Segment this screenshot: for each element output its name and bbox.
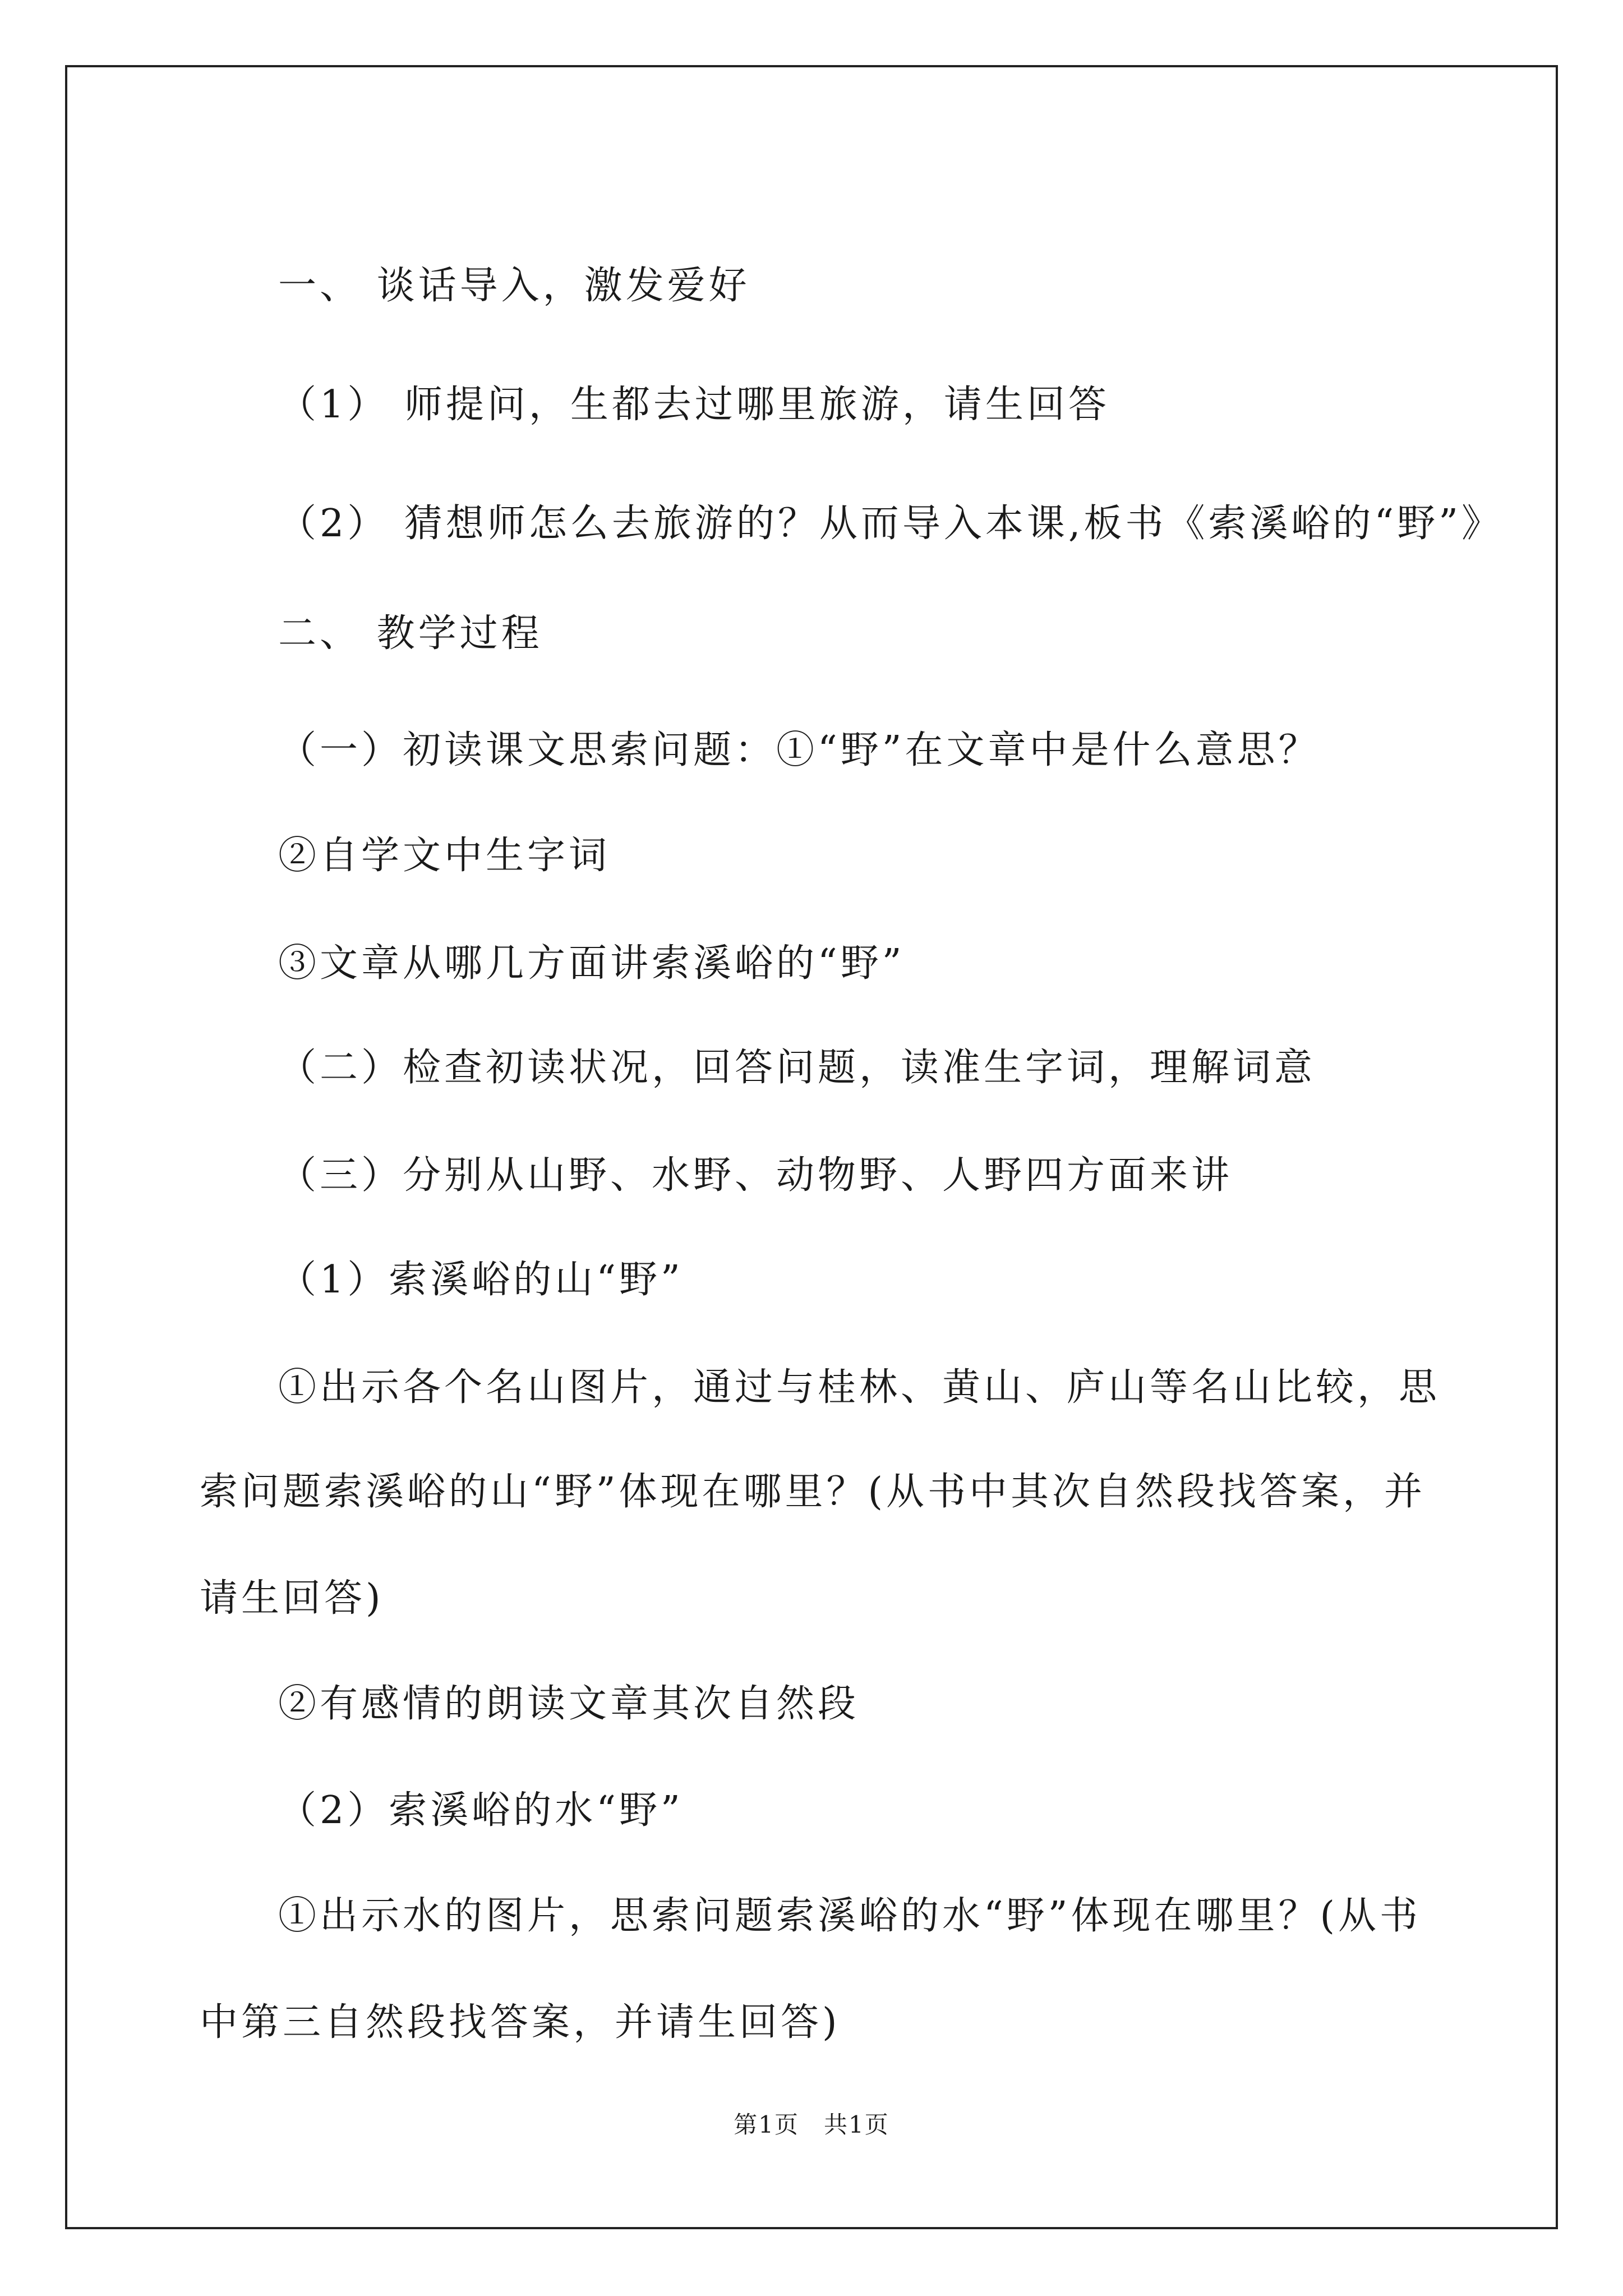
- page-frame: [65, 65, 1558, 2229]
- paragraph-line: （三）分别从山野、水野、动物野、人野四方面来讲: [278, 1153, 1233, 1198]
- paragraph-line: 请生回答): [200, 1576, 384, 1621]
- paragraph-line: （2） 猜想师怎么去旅游的？从而导入本课,板书《索溪峪的“野”》: [278, 501, 1504, 546]
- paragraph-line: ①出示各个名山图片，通过与桂林、黄山、庐山等名山比较，思: [278, 1365, 1441, 1410]
- paragraph-line: （2）索溪峪的水“野”: [278, 1788, 684, 1833]
- paragraph-line: （二）检查初读状况，回答问题，读准生字词，理解词意: [278, 1046, 1316, 1090]
- heading-process: 二、 教学过程: [278, 611, 543, 656]
- paragraph-line: 索问题索溪峪的山“野”体现在哪里？(从书中其次自然段找答案，并: [200, 1470, 1426, 1514]
- paragraph-line: ②有感情的朗读文章其次自然段: [278, 1682, 860, 1726]
- paragraph-line: ①出示水的图片，思索问题索溪峪的水“野”体现在哪里？(从书: [278, 1894, 1422, 1938]
- paragraph-line: 中第三自然段找答案，并请生回答): [200, 2000, 841, 2045]
- paragraph-line: ②自学文中生字词: [278, 834, 611, 878]
- heading-intro: 一、 谈话导入，激发爱好: [278, 264, 750, 308]
- paragraph-line: （1）索溪峪的山“野”: [278, 1258, 684, 1302]
- paragraph-line: （1） 师提问，生都去过哪里旅游，请生回答: [278, 383, 1110, 427]
- paragraph-line: （一）初读课文思索问题：①“野”在文章中是什么意思？: [278, 728, 1320, 772]
- page-number-footer: 第1页 共1页: [734, 2111, 889, 2138]
- paragraph-line: ③文章从哪几方面讲索溪峪的“野”: [278, 941, 905, 986]
